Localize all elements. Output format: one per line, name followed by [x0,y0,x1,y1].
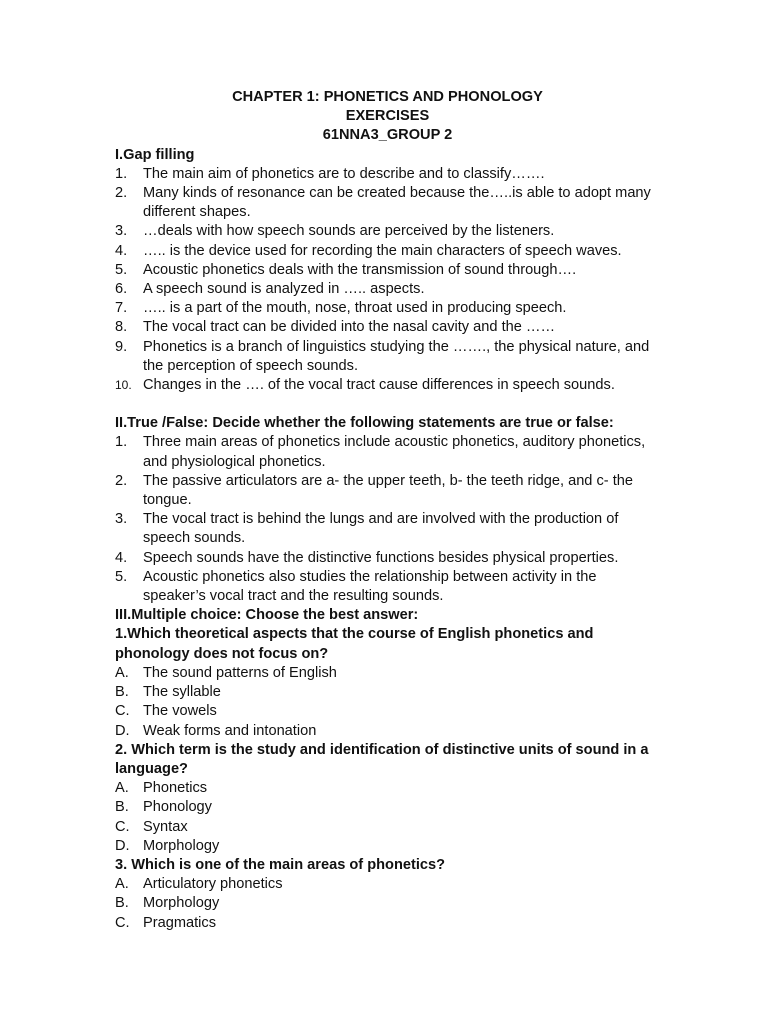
item-text: Changes in the …. of the vocal tract cause differences in speech sounds. [143,377,615,394]
list-item [115,242,660,261]
question-2: 2. Which term is the study and identification of distinctive units of sound in a language? [115,741,649,777]
list-item [115,549,660,568]
option-text: Morphology [143,895,220,912]
item-number: 2. [115,472,128,489]
item-text: Acoustic phonetics deals with the transmission of sound through…. [143,261,577,278]
option-letter: D. [115,722,130,739]
option-item [115,798,660,817]
option-item [115,837,660,856]
item-text: Three main areas of phonetics include acoustic phonetics, auditory phonetics, and physiological phonetics. [143,434,646,470]
option-letter: C. [115,818,130,835]
option-letter: B. [115,684,129,701]
item-number: 4. [115,549,128,566]
item-number: 2. [115,185,128,202]
question-3: 3. Which is one of the main areas of phonetics? [115,856,446,873]
list-item [115,261,660,280]
option-letter: A. [115,664,129,681]
list-item [115,165,660,184]
option-text: Phonology [143,799,212,816]
list-item [115,472,660,510]
item-text: A speech sound is analyzed in ….. aspects. [143,281,425,298]
option-item [115,894,660,913]
section-spacer [115,395,660,414]
option-letter: A. [115,780,129,797]
item-number: 5. [115,261,128,278]
option-text: Articulatory phonetics [143,876,283,893]
item-text: The vocal tract can be divided into the nasal cavity and the …… [143,319,556,336]
option-item [115,702,660,721]
list-item [115,280,660,299]
item-number: 8. [115,319,128,336]
option-item [115,818,660,837]
item-number: 3. [115,511,128,528]
list-item [115,222,660,241]
item-text: The passive articulators are a- the upper teeth, b- the teeth ridge, and c- the tongue. [143,472,633,509]
question-1-options [115,664,660,741]
option-letter: C. [115,914,130,931]
option-item [115,683,660,702]
item-text: Phonetics is a branch of linguistics studying the ……., the physical nature, and the perception of speech sounds. [143,338,650,374]
option-item [115,664,660,683]
item-text: ….. is a part of the mouth, nose, throat used in producing speech. [143,300,567,317]
list-item [115,568,660,606]
option-text: Morphology [143,837,220,854]
option-text: Syntax [143,818,188,835]
item-number: 6. [115,281,128,298]
option-text: The syllable [143,684,221,701]
item-number: 4. [115,242,128,259]
list-item [115,338,660,376]
option-letter: B. [115,895,129,912]
question-1: 1.Which theoretical aspects that the course of English phonetics and phonology does not focus on? [115,626,594,662]
question-3-options [115,875,660,933]
option-text: The vowels [143,703,217,720]
item-text: Acoustic phonetics also studies the relationship between activity in the speaker’s vocal tract and the resulting sounds. [143,568,597,605]
item-text: ….. is the device used for recording the main characters of speech waves. [143,242,622,259]
option-text: Weak forms and intonation [143,722,317,739]
document-content [115,88,660,933]
item-text: Many kinds of resonance can be created because the…..is able to adopt many different shapes. [143,185,651,221]
exercises-title: EXERCISES [345,108,430,125]
question-2-options [115,779,660,856]
option-letter: D. [115,837,130,854]
item-text: The vocal tract is behind the lungs and are involved with the production of speech sounds. [143,511,619,547]
option-letter: A. [115,876,129,893]
option-item [115,722,660,741]
item-text: …deals with how speech sounds are perceived by the listeners. [143,223,555,240]
option-text: The sound patterns of English [143,664,337,681]
option-text: Phonetics [143,780,208,797]
true-false-list [115,433,660,606]
chapter-title: CHAPTER 1: PHONETICS AND PHONOLOGY [232,89,543,105]
list-item [115,318,660,337]
item-number: 1. [115,165,128,182]
option-letter: C. [115,703,130,720]
item-number: 3. [115,223,128,240]
gap-filling-title: I.Gap filling [115,146,195,163]
list-item [115,299,660,318]
option-item [115,875,660,894]
item-number: 7. [115,300,128,317]
multiple-choice-title: III.Multiple choice: Choose the best answer: [115,607,419,624]
list-item [115,510,660,548]
item-text: The main aim of phonetics are to describe and to classify……. [143,165,545,182]
item-number: 5. [115,568,128,585]
list-item [115,184,660,222]
item-number: 10. [115,378,132,393]
true-false-title: II.True /False: Decide whether the following statements are true or false: [115,415,614,432]
option-letter: B. [115,799,129,816]
option-item [115,914,660,933]
list-item [115,433,660,471]
item-number: 1. [115,434,128,451]
item-number: 9. [115,338,128,355]
item-text: Speech sounds have the distinctive functions besides physical properties. [143,549,619,566]
list-item [115,376,660,395]
option-text: Pragmatics [143,914,216,931]
group-title: 61NNA3_GROUP 2 [322,127,453,144]
option-item [115,779,660,798]
gap-filling-list [115,165,660,395]
